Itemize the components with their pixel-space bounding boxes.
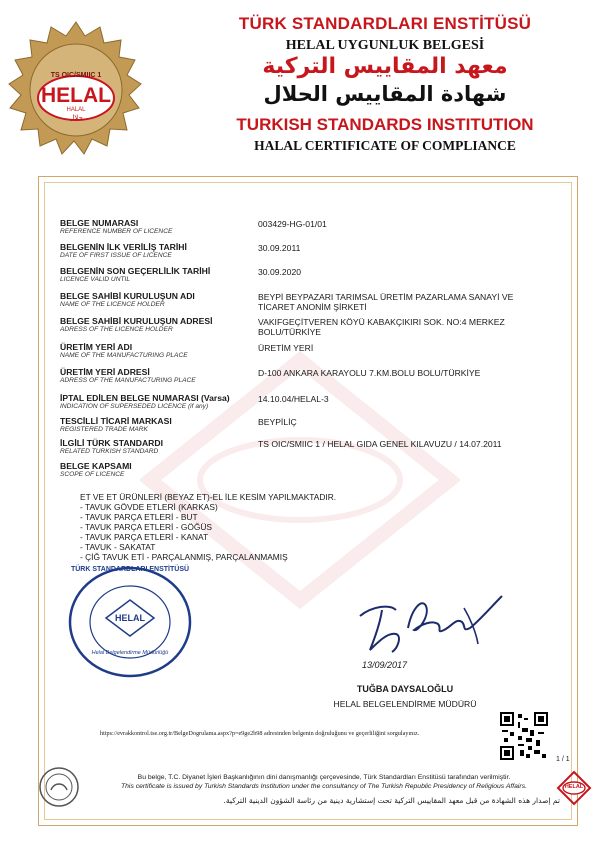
institution-name-ar: معهد المقاييس التركية [262,54,508,79]
valid-until-value: 30.09.2020 [258,267,302,277]
certificate-title-en: HALAL CERTIFICATE OF COMPLIANCE [254,138,516,153]
holder-address-value: VAKIFGEÇİTVEREN KÖYÜ KABAKÇIKIRI SOK. NO:4 MERKEZ BOLU/TÜRKİYE [258,317,505,337]
scope-line: - TAVUK GÖVDE ETLERİ (KARKAS) [80,502,218,512]
scope-label: BELGE KAPSAMI SCOPE OF LICENCE [60,461,132,478]
certificate-title-ar: شهادة المقاييس الحلال [263,82,507,106]
qr-code[interactable] [500,712,548,760]
manufacturing-place-address-value: D-100 ANKARA KARAYOLU 7.KM.BOLU BOLU/TÜRKİYE [258,368,481,378]
first-issue-date-value: 30.09.2011 [258,243,301,253]
related-standard-value: TS OIC/SMIIC 1 / HELAL GIDA GENEL KILAVUZU / 14.07.2011 [258,439,502,449]
footer-text-en: This certificate is issued by Turkish Standards Institution under the consultancy of The Turkish Republic Presidency of Religious Affairs. [121,782,527,790]
seal-word-small: HALAL [66,107,86,113]
first-issue-date-label: BELGENİN İLK VERİLİŞ TARİHİ DATE OF FIRST ISSUE OF LICENCE [60,242,187,259]
stamp-ring-text: TÜRK STANDARDLARI ENSTİTÜSÜ [70,566,190,573]
seal-standard: TS OIC/SMIIC 1 [50,72,102,79]
footer-text-ar: تم إصدار هذه الشهادة من قبل معهد المقاييس التركية تحت إستشارية دينية من رئاسة الشؤون الدينية التركية. [223,796,560,805]
seal-word-ar: حلال [69,114,83,122]
trade-mark-value: BEYPİLİÇ [258,417,297,427]
footer-helal-logo [556,770,592,806]
signatory-name: TUĞBA DAYSALOĞLU [356,684,454,694]
stamp-word: HELAL [115,613,145,623]
manufacturing-place-name-label: ÜRETİM YERİ ADI NAME OF THE MANUFACTURING PLACE [60,342,188,359]
scope-line: - TAVUK PARÇA ETLERİ - GÖĞÜS [80,522,213,532]
related-standard-label: İLGİLİ TÜRK STANDARDI RELATED TURKISH STANDARD [60,438,163,455]
certificate-title-tr: HELAL UYGUNLUK BELGESİ [285,38,485,53]
page-number: 1 / 1 [556,756,570,763]
reference-number-label: BELGE NUMARASI REFERENCE NUMBER OF LICENCE [60,218,173,235]
seal-word: HELAL [41,84,111,107]
scope-line: ET VE ET ÜRÜNLERİ (BEYAZ ET)-EL İLE KESİM YAPILMAKTADIR. [80,492,337,502]
trade-mark-label: TESCİLLİ TİCARİ MARKASI REGISTERED TRADE MARK [60,416,172,433]
stamp-inner-text: Helal Belgelendirme Müdürlüğü [91,650,169,656]
scope-line: - TAVUK PARÇA ETLERİ - BUT [80,512,198,522]
signatory-title: HELAL BELGELENDİRME MÜDÜRÜ [333,699,477,709]
holder-name-label: BELGE SAHİBİ KURULUŞUN ADI NAME OF THE LICENCE HOLDER [60,291,195,308]
superseded-licence-value: 14.10.04/HELAL-3 [258,394,329,404]
helal-seal [6,20,146,160]
signature-date: 13/09/2017 [362,660,408,670]
footer-text-tr: Bu belge, T.C. Diyanet İşleri Başkanlığının dini danışmanlığı çerçevesinde, Türk Standardları Enstitüsü tarafından verilmiştir. [137,774,511,781]
institution-name-tr: TÜRK STANDARDLARI ENSTİTÜSÜ [238,14,532,33]
scope-line: - TAVUK PARÇA ETLERİ - KANAT [80,532,209,542]
reference-number-value: 003429-HG-01/01 [258,219,327,229]
manufacturing-place-name-value: ÜRETİM YERİ [258,343,314,353]
holder-name-value: BEYPİ BEYPAZARI TARIMSAL ÜRETİM PAZARLAMA SANAYİ VE TİCARET ANONİM ŞİRKETİ [258,292,514,312]
scope-line: - TAVUK - SAKATAT [80,542,156,552]
diyanet-logo [38,766,80,808]
valid-until-label: BELGENİN SON GEÇERLİLİK TARİHİ LICENCE VALID UNTIL [60,266,211,283]
manufacturing-place-address-label: ÜRETİM YERİ ADRESİ ADRESS OF THE MANUFACTURING PLACE [60,367,196,384]
footer-helal-logo-text: HELAL [564,784,584,790]
scope-line: - ÇİĞ TAVUK ETİ - PARÇALANMIŞ, PARÇALANMAMIŞ [80,552,288,562]
verification-link[interactable]: https://evrakkontrol.tse.org.tr/BelgeDogrulama.aspx?p=e9ge2b98 adresinden belgenin doğruluğunu ve geçerliliğini sorgulayınız. [100,730,420,737]
handwritten-signature [352,588,522,658]
footer-text [88,774,560,791]
institution-name-en: TURKISH STANDARDS INSTITUTION [236,115,534,134]
superseded-licence-label: İPTAL EDİLEN BELGE NUMARASI (Varsa) INDICATION OF SUPERSEDED LICENCE (if any) [60,393,230,410]
holder-address-label: BELGE SAHİBİ KURULUŞUN ADRESİ ADRESS OF THE LICENCE HOLDER [60,316,213,333]
institution-stamp [64,562,196,682]
